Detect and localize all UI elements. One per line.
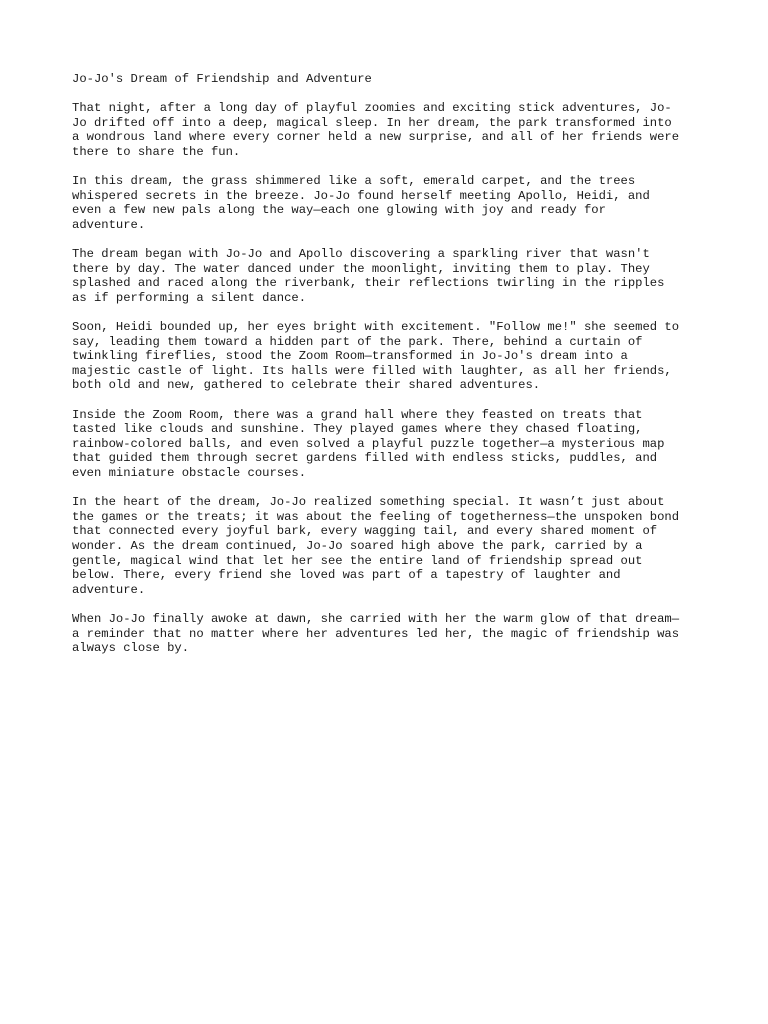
text-line: adventure. xyxy=(72,217,146,232)
text-line: twinkling fireflies, stood the Zoom Room—transformed in Jo-Jo's dream into a xyxy=(72,349,628,364)
paragraph-6 xyxy=(72,495,702,597)
text-line: below. There, every friend she loved was part of a tapestry of laughter and xyxy=(72,568,621,583)
text-line: gentle, magical wind that let her see the entire land of friendship spread out xyxy=(72,553,643,568)
text-line: When Jo-Jo finally awoke at dawn, she carried with her the warm glow of that dream— xyxy=(72,611,680,626)
text-line: Soon, Heidi bounded up, her eyes bright with excitement. "Follow me!" she seemed to xyxy=(72,320,680,335)
text-line: that connected every joyful bark, every wagging tail, and every shared moment of xyxy=(72,524,658,539)
text-line: majestic castle of light. Its halls were filled with laughter, as all her friends, xyxy=(72,363,672,378)
text-line: In this dream, the grass shimmered like a soft, emerald carpet, and the trees xyxy=(72,174,636,189)
text-line: even miniature obstacle courses. xyxy=(72,466,307,481)
text-line: always close by. xyxy=(72,641,190,656)
text-line: as if performing a silent dance. xyxy=(72,290,307,305)
text-line: that guided them through secret gardens filled with endless sticks, puddles, and xyxy=(72,451,658,466)
paragraph-2 xyxy=(72,174,702,232)
text-line: say, leading them toward a hidden part of the park. There, behind a curtain of xyxy=(72,334,643,349)
text-line: That night, after a long day of playful zoomies and exciting stick adventures, Jo- xyxy=(72,101,672,116)
text-line: Inside the Zoom Room, there was a grand hall where they feasted on treats that xyxy=(72,407,643,422)
text-line: whispered secrets in the breeze. Jo-Jo found herself meeting Apollo, Heidi, and xyxy=(72,188,650,203)
text-line: the games or the treats; it was about the feeling of togetherness—the unspoken bond xyxy=(72,509,680,524)
text-line: there by day. The water danced under the moonlight, inviting them to play. They xyxy=(72,261,650,276)
text-line: even a few new pals along the way—each one glowing with joy and ready for xyxy=(72,203,606,218)
text-line: a reminder that no matter where her adventures led her, the magic of friendship was xyxy=(72,626,680,641)
text-line: adventure. xyxy=(72,582,146,597)
text-line: there to share the fun. xyxy=(72,144,241,159)
document-body xyxy=(72,72,702,670)
text-line: rainbow-colored balls, and even solved a playful puzzle together—a mysterious map xyxy=(72,436,665,451)
paragraph-1 xyxy=(72,101,702,159)
paragraph-4 xyxy=(72,320,702,393)
document-title: Jo-Jo's Dream of Friendship and Adventure xyxy=(72,72,372,86)
text-line: In the heart of the dream, Jo-Jo realized something special. It wasn’t just about xyxy=(72,495,665,510)
text-line: wonder. As the dream continued, Jo-Jo soared high above the park, carried by a xyxy=(72,539,643,553)
paragraph-5 xyxy=(72,408,702,481)
text-line: tasted like clouds and sunshine. They played games where they chased floating, xyxy=(72,422,643,437)
text-line: both old and new, gathered to celebrate their shared adventures. xyxy=(72,378,541,393)
text-line: Jo drifted off into a deep, magical sleep. In her dream, the park transformed into xyxy=(72,115,672,130)
text-line: splashed and raced along the riverbank, their reflections twirling in the ripples xyxy=(72,276,665,291)
paragraph-3 xyxy=(72,247,702,305)
paragraph-7 xyxy=(72,612,702,656)
text-line: The dream began with Jo-Jo and Apollo discovering a sparkling river that wasn't xyxy=(72,247,650,262)
text-line: a wondrous land where every corner held a new surprise, and all of her friends were xyxy=(72,130,680,145)
